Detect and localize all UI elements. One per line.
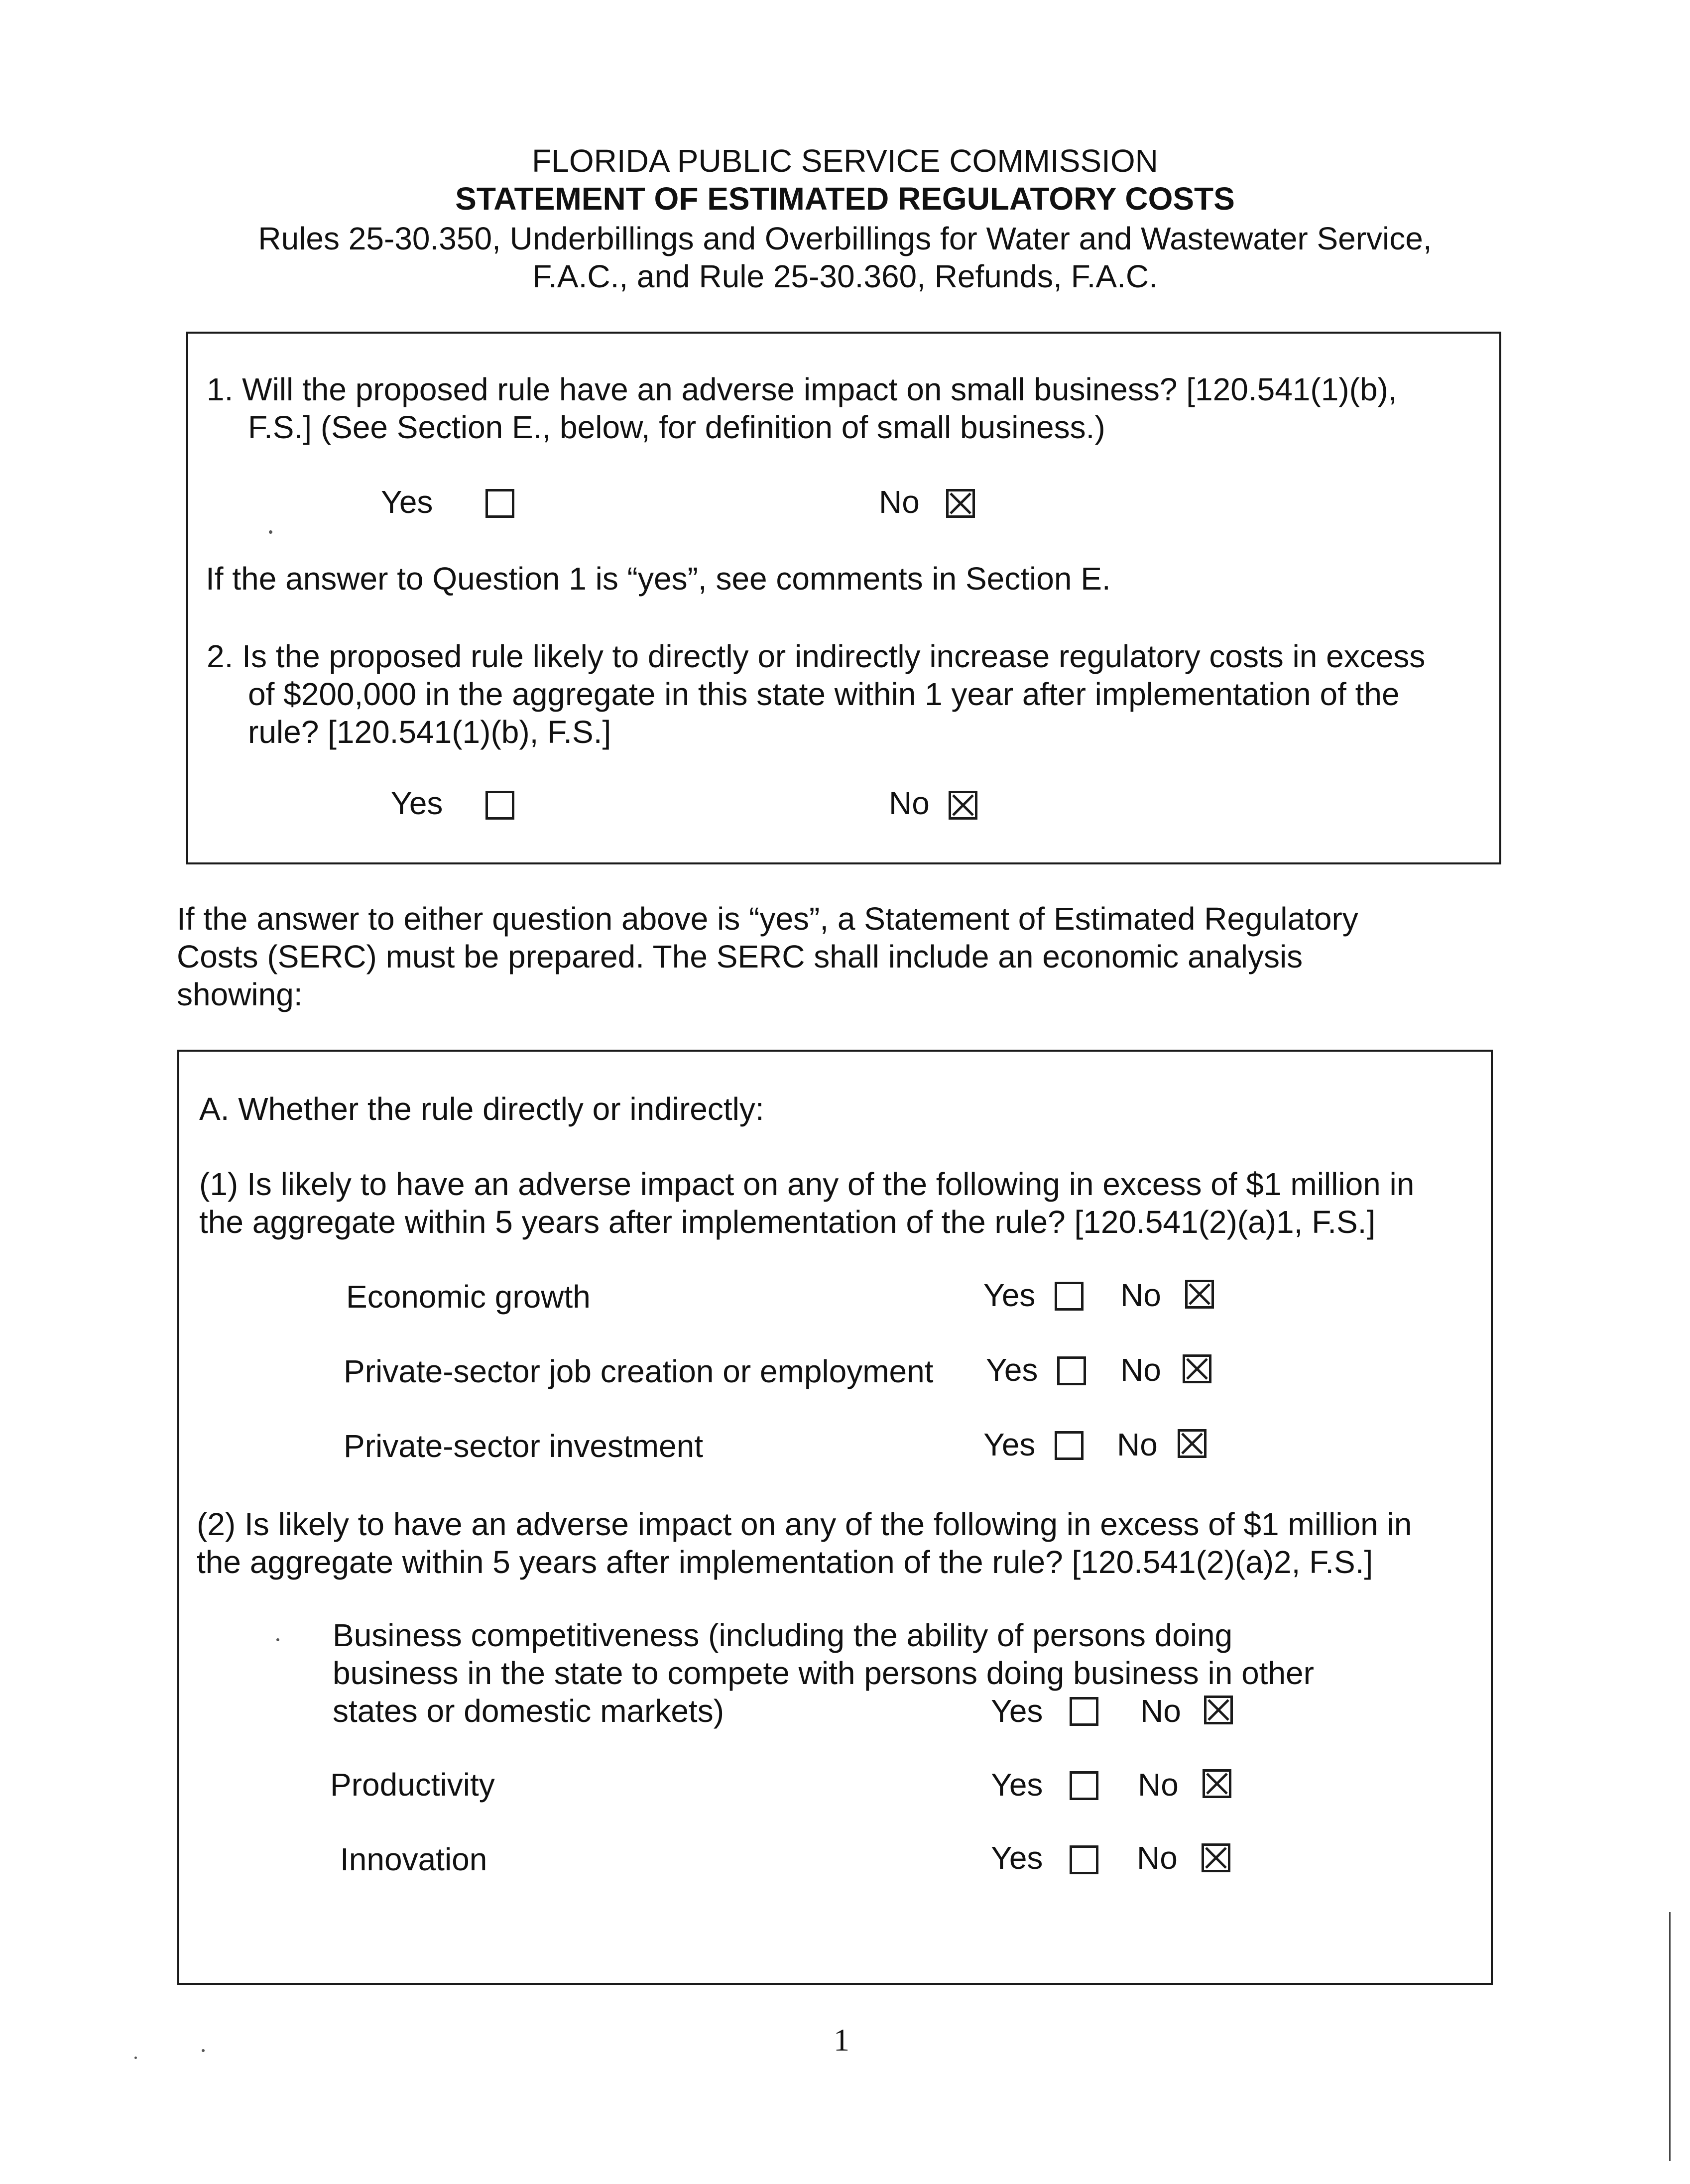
intro-line-1: If the answer to either question above is “yes”, a Statement of Estimated Regulatory bbox=[177, 901, 1358, 937]
item-business-competitiveness-line-2: business in the state to compete with persons doing business in other bbox=[333, 1655, 1314, 1691]
rules-line-1: Rules 25-30.350, Underbillings and Overbillings for Water and Wastewater Service, bbox=[258, 221, 1432, 256]
checked-x-icon bbox=[1204, 1846, 1228, 1870]
intro-line-2: Costs (SERC) must be prepared. The SERC shall include an economic analysis bbox=[177, 939, 1303, 974]
q1-note: If the answer to Question 1 is “yes”, see comments in Section E. bbox=[206, 561, 1111, 597]
checked-x-icon bbox=[1188, 1282, 1211, 1306]
item-business-competitiveness-line-3: states or domestic markets) bbox=[333, 1693, 724, 1729]
part-2-line-2: the aggregate within 5 years after implementation of the rule? [120.541(2)(a)2, F.S.] bbox=[197, 1544, 1373, 1580]
item-productivity: Productivity bbox=[330, 1767, 495, 1803]
item-innovation: Innovation bbox=[340, 1841, 487, 1877]
checked-x-icon bbox=[1205, 1772, 1229, 1796]
question-2-line-3: rule? [120.541(1)(b), F.S.] bbox=[248, 714, 611, 750]
scan-speck bbox=[202, 2049, 205, 2052]
economic-growth-yes-checkbox[interactable] bbox=[1055, 1282, 1084, 1311]
checked-x-icon bbox=[1180, 1432, 1204, 1456]
item-job-creation: Private-sector job creation or employment bbox=[344, 1353, 934, 1389]
private-investment-no-checkbox[interactable] bbox=[1178, 1429, 1207, 1458]
question-2-line-1: 2. Is the proposed rule likely to directly or indirectly increase regulatory costs in excess bbox=[207, 638, 1426, 674]
question-2-line-2: of $200,000 in the aggregate in this state within 1 year after implementation of the bbox=[248, 676, 1400, 712]
q2-yes-checkbox[interactable] bbox=[485, 791, 514, 820]
part-1-line-1: (1) Is likely to have an adverse impact on any of the following in excess of $1 million in bbox=[199, 1166, 1415, 1202]
rules-line-2: F.A.C., and Rule 25-30.360, Refunds, F.A.C. bbox=[532, 258, 1158, 294]
productivity-yes-label: Yes bbox=[991, 1767, 1043, 1803]
q2-no-label: No bbox=[889, 785, 930, 821]
innovation-no-checkbox[interactable] bbox=[1202, 1843, 1230, 1872]
q2-yes-label: Yes bbox=[391, 785, 443, 821]
productivity-no-label: No bbox=[1138, 1767, 1179, 1803]
competitiveness-yes-label: Yes bbox=[991, 1693, 1043, 1729]
private-investment-yes-checkbox[interactable] bbox=[1055, 1431, 1084, 1460]
productivity-yes-checkbox[interactable] bbox=[1070, 1771, 1098, 1800]
innovation-yes-checkbox[interactable] bbox=[1070, 1845, 1098, 1874]
q1-yes-checkbox[interactable] bbox=[485, 489, 514, 518]
checked-x-icon bbox=[949, 491, 972, 515]
job-creation-yes-label: Yes bbox=[986, 1352, 1038, 1388]
economic-growth-no-checkbox[interactable] bbox=[1185, 1280, 1214, 1309]
question-1-line-2: F.S.] (See Section E., below, for definition of small business.) bbox=[248, 409, 1105, 445]
item-economic-growth: Economic growth bbox=[346, 1279, 591, 1315]
intro-line-3: showing: bbox=[177, 976, 303, 1012]
q2-no-checkbox[interactable] bbox=[949, 791, 977, 820]
checked-x-icon bbox=[1185, 1357, 1209, 1381]
productivity-no-checkbox[interactable] bbox=[1203, 1769, 1231, 1798]
competitiveness-no-checkbox[interactable] bbox=[1204, 1696, 1233, 1724]
q1-no-checkbox[interactable] bbox=[946, 489, 975, 518]
q1-yes-label: Yes bbox=[381, 484, 433, 520]
document-title: STATEMENT OF ESTIMATED REGULATORY COSTS bbox=[455, 181, 1235, 217]
scan-speck bbox=[134, 2057, 137, 2059]
question-1-line-1: 1. Will the proposed rule have an adverse impact on small business? [120.541(1)(b), bbox=[207, 371, 1397, 407]
job-creation-no-label: No bbox=[1120, 1352, 1161, 1388]
innovation-yes-label: Yes bbox=[991, 1840, 1043, 1876]
section-a-heading: A. Whether the rule directly or indirectly: bbox=[199, 1091, 764, 1127]
economic-growth-yes-label: Yes bbox=[983, 1277, 1036, 1313]
private-investment-no-label: No bbox=[1117, 1427, 1158, 1462]
scan-speck bbox=[269, 530, 272, 534]
scan-edge-line bbox=[1669, 1912, 1671, 2161]
job-creation-no-checkbox[interactable] bbox=[1183, 1354, 1211, 1383]
scan-speck bbox=[276, 1638, 279, 1641]
private-investment-yes-label: Yes bbox=[983, 1427, 1036, 1462]
page-number: 1 bbox=[834, 2022, 849, 2058]
economic-growth-no-label: No bbox=[1120, 1277, 1161, 1313]
competitiveness-no-label: No bbox=[1140, 1693, 1181, 1729]
part-1-line-2: the aggregate within 5 years after implementation of the rule? [120.541(2)(a)1, F.S.] bbox=[199, 1204, 1376, 1240]
competitiveness-yes-checkbox[interactable] bbox=[1070, 1697, 1098, 1726]
item-private-investment: Private-sector investment bbox=[344, 1428, 704, 1464]
checked-x-icon bbox=[951, 793, 975, 817]
innovation-no-label: No bbox=[1137, 1840, 1178, 1876]
job-creation-yes-checkbox[interactable] bbox=[1057, 1356, 1086, 1385]
q1-no-label: No bbox=[879, 484, 920, 520]
checked-x-icon bbox=[1207, 1698, 1230, 1722]
item-business-competitiveness-line-1: Business competitiveness (including the ability of persons doing bbox=[333, 1617, 1233, 1653]
part-2-line-1: (2) Is likely to have an adverse impact on any of the following in excess of $1 million in bbox=[197, 1506, 1412, 1542]
agency-name: FLORIDA PUBLIC SERVICE COMMISSION bbox=[532, 143, 1158, 179]
